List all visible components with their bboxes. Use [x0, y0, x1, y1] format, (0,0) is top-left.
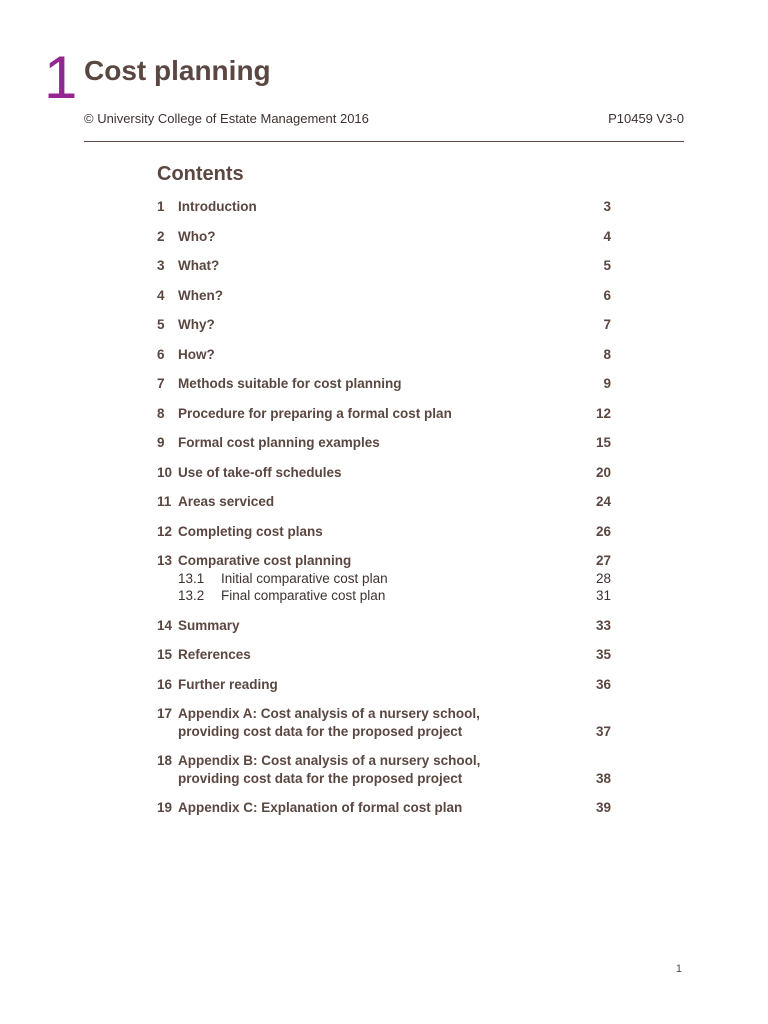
- toc-entry-number: 4: [157, 287, 165, 303]
- toc-entry-title: providing cost data for the proposed project: [178, 770, 463, 786]
- toc-entry-page: 36: [595, 676, 611, 692]
- toc-entry-title: When?: [178, 287, 223, 303]
- toc-entry-title: Areas serviced: [178, 494, 275, 509]
- toc-entry-number: 2: [157, 228, 165, 244]
- toc-entry-page: 15: [595, 435, 611, 450]
- toc-entry-number: 8: [157, 405, 165, 421]
- toc-entry-title: Summary: [178, 617, 240, 633]
- toc-entry[interactable]: [157, 799, 611, 817]
- toc-entry-title: Methods suitable for cost planning: [178, 376, 402, 391]
- toc-entry[interactable]: [157, 552, 611, 605]
- toc-entry-title: Procedure for preparing a formal cost plan: [178, 405, 452, 421]
- toc-entry-number: 14: [157, 617, 173, 633]
- toc-entry-page: 7: [603, 317, 611, 332]
- chapter-number: 1: [44, 44, 78, 111]
- toc-entry-title: Formal cost planning examples: [178, 435, 380, 450]
- toc-entry-number: 9: [157, 435, 165, 450]
- toc-entry[interactable]: [157, 346, 611, 364]
- toc-entry[interactable]: [157, 523, 611, 541]
- copyright-notice: © University College of Estate Management 2016: [84, 111, 369, 126]
- toc-entry-number: 17: [157, 706, 173, 721]
- toc-entry-page: 8: [603, 346, 611, 362]
- toc-entry-page: 37: [595, 723, 611, 739]
- chapter-title: Cost planning: [84, 55, 271, 86]
- toc-entry[interactable]: [157, 257, 611, 275]
- toc-entry[interactable]: [157, 405, 611, 423]
- toc-entry-number: 1: [157, 199, 165, 214]
- toc-entry[interactable]: [157, 375, 611, 393]
- toc-entry-page: 38: [595, 770, 611, 786]
- toc-entry-page: 5: [603, 258, 611, 273]
- toc-entry-page: 39: [595, 800, 611, 815]
- toc-entry-page: 6: [603, 287, 611, 303]
- toc-entry[interactable]: [157, 287, 611, 305]
- toc-entry-title: Introduction: [178, 199, 257, 214]
- toc-entry[interactable]: [157, 493, 611, 511]
- toc-entry-title: Comparative cost planning: [178, 553, 352, 568]
- toc-entry-page: 4: [603, 228, 611, 244]
- toc-entry-number: 6: [157, 346, 165, 362]
- toc-subentry-page: 28: [595, 570, 611, 586]
- page-number: 1: [675, 963, 682, 975]
- toc-entry[interactable]: [157, 617, 611, 635]
- toc-entry-title: Who?: [178, 228, 216, 244]
- toc-entry-page: 33: [595, 617, 611, 633]
- toc-entry-number: 10: [157, 464, 173, 480]
- toc-entry[interactable]: [157, 434, 611, 452]
- toc-entry-title: What?: [178, 258, 220, 273]
- toc-entry-page: 3: [603, 199, 611, 214]
- document-reference: P10459 V3-0: [608, 111, 684, 126]
- toc-subentry[interactable]: [157, 587, 611, 605]
- toc-entry-title: Completing cost plans: [178, 523, 323, 539]
- toc-entry-number: 3: [157, 258, 165, 273]
- toc-entry-title: Appendix B: Cost analysis of a nursery school,: [178, 753, 481, 768]
- toc-entry-number: 13: [157, 553, 173, 568]
- toc-entry-title: Appendix C: Explanation of formal cost plan: [178, 800, 463, 815]
- toc-entry-title: How?: [178, 346, 215, 362]
- toc-entry-page: 24: [595, 494, 611, 509]
- toc-entry-page: 12: [595, 405, 611, 421]
- toc-entry-number: 16: [157, 676, 173, 692]
- toc-entry-page: 20: [595, 464, 611, 480]
- toc-entry-number: 11: [157, 494, 172, 509]
- toc-entry-number: 7: [157, 376, 165, 391]
- toc-subentry-title: Final comparative cost plan: [221, 588, 386, 603]
- toc-subentry-title: Initial comparative cost plan: [221, 570, 388, 586]
- header-divider: [84, 141, 684, 142]
- toc-entry-title: References: [178, 647, 251, 662]
- toc-subentry-page: 31: [595, 588, 611, 603]
- toc-entry[interactable]: [157, 316, 611, 334]
- toc-entry-number: 12: [157, 523, 173, 539]
- toc-entry-number: 15: [157, 647, 173, 662]
- toc-entry-title: Why?: [178, 317, 215, 332]
- toc-entry-number: 18: [157, 753, 173, 768]
- toc-entry-page: 27: [595, 553, 611, 568]
- toc-entry-number: 5: [157, 317, 165, 332]
- toc-entry-title: Use of take-off schedules: [178, 464, 342, 480]
- toc-entry[interactable]: [157, 705, 611, 740]
- toc-subentry-number: 13.1: [178, 570, 205, 586]
- table-of-contents: [157, 198, 611, 829]
- toc-entry-title: providing cost data for the proposed project: [178, 723, 463, 739]
- toc-entry[interactable]: [157, 646, 611, 664]
- toc-entry[interactable]: [157, 228, 611, 246]
- toc-entry-page: 26: [595, 523, 611, 539]
- toc-entry[interactable]: [157, 752, 611, 787]
- toc-entry-page: 9: [603, 376, 611, 391]
- toc-subentry-number: 13.2: [178, 588, 205, 603]
- toc-entry-number: 19: [157, 800, 173, 815]
- toc-subentry[interactable]: [157, 570, 611, 588]
- toc-entry[interactable]: [157, 464, 611, 482]
- toc-entry[interactable]: [157, 198, 611, 216]
- toc-entry-page: 35: [595, 647, 611, 662]
- toc-entry-title: Further reading: [178, 676, 278, 692]
- toc-entry-title: Appendix A: Cost analysis of a nursery school,: [178, 706, 480, 721]
- toc-entry[interactable]: [157, 676, 611, 694]
- contents-heading: Contents: [157, 163, 244, 185]
